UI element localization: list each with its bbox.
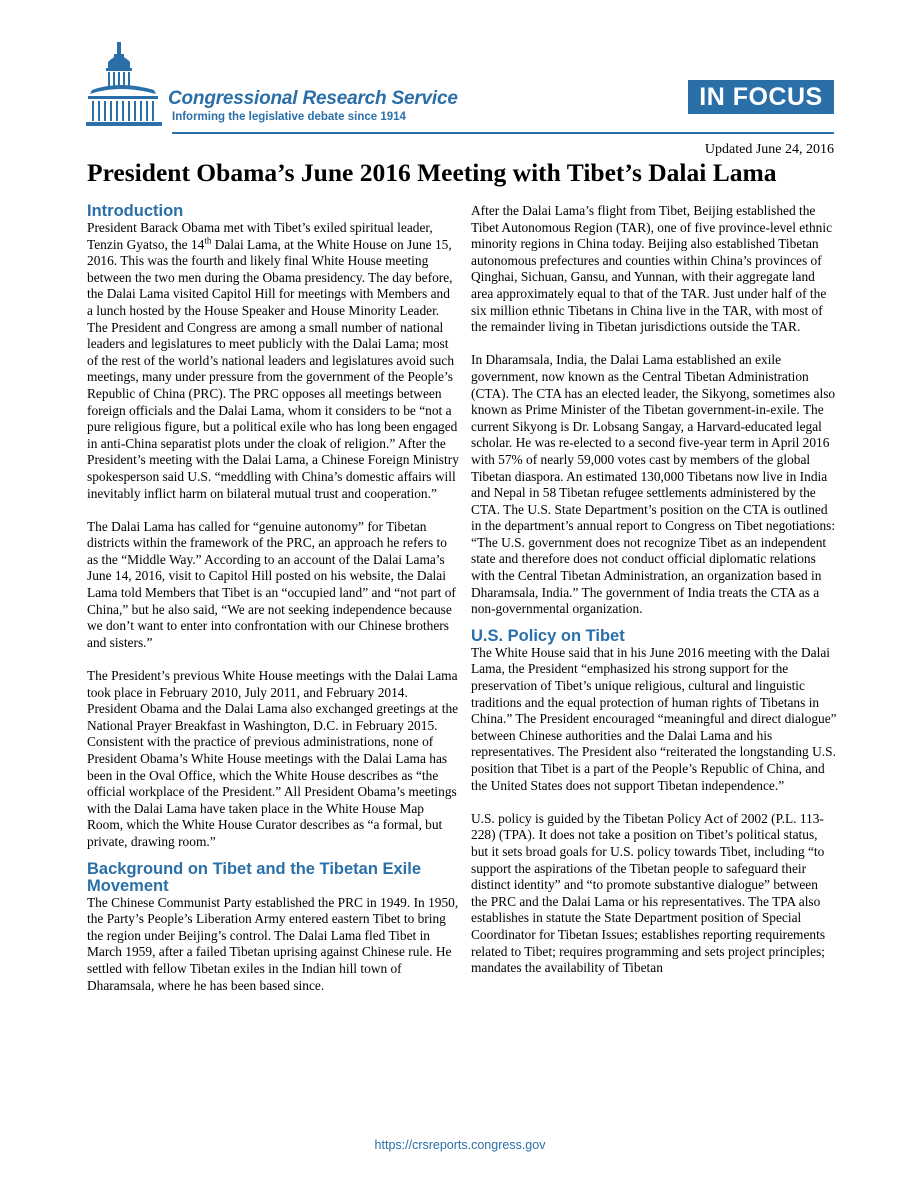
org-name: Congressional Research Service [168, 88, 458, 109]
policy-paragraph-2: U.S. policy is guided by the Tibetan Policy Act of 2002 (P.L. 113-228) (TPA). It does not take a position on Tibet’s political status, but it sets broad goals for U.S. policy towards Tibet, including “to support the aspirations of the Tibetan people to safeguard their distinct identity” and “to promote substantive dialogue” between the PRC and the Dalai Lama or his representatives. The TPA also establishes in statute the State Department position of Special Coordinator for Tibetan Issues; establishes reporting requirements related to Tibet; requires programming and sets project principles; mandates the availability of Tibetan [471, 810, 826, 976]
intro-text-a: President Barack Obama met with Tibet’s exiled spiritual leader, Tenzin Gyatso, the 14 [87, 220, 433, 252]
left-column [87, 203, 459, 994]
intro-paragraph-1 [87, 220, 459, 502]
ordinal-suffix: th [204, 235, 212, 246]
updated-date: Updated June 24, 2016 [704, 142, 834, 157]
header-divider [172, 132, 834, 134]
footer-url[interactable]: https://crsreports.congress.gov [374, 1138, 546, 1152]
background-paragraph-1: The Chinese Communist Party established the PRC in 1949. In 1950, the Party’s People’s Liberation Army entered eastern Tibet to bring the region under Beijing’s control. The Dalai Lama fled Tibet in March 1959, after a failed Tibetan uprising against Chinese rule. He settled with fellow Tibetan exiles in the Indian hill town of Dharamsala, where he has been based since. [87, 894, 459, 993]
section-heading-introduction: Introduction [87, 202, 184, 220]
in-focus-badge: IN FOCUS [688, 80, 834, 114]
section-heading-us-policy: U.S. Policy on Tibet [471, 626, 625, 645]
intro-text-b: Dalai Lama, at the White House on June 15, 2016. This was the fourth and likely final White House meeting between the two men during the Obama presidency. The day before, the Dalai Lama visited Capitol Hill for meetings with Members and a lunch hosted by the House Speaker and House Minority Leader. The President and Congress are among a small number of national leaders and legislatures to meet publicly with the Dalai Lama; most of the rest of the world’s national leaders and legislatures avoid such meetings, many under pressure from the government of the People’s Republic of China (PRC). The PRC opposes all meetings between foreign officials and the Dalai Lama, whom it considers to be “not a pure religious figure, but a political exile who has long been engaged in anti-China separatist plots under the cloak of religion.” After the President’s meeting with the Dalai Lama, a Chinese Foreign Ministry spokesperson said U.S. “meddling with China’s domestic affairs will inevitably inflict harm on bilateral mutual trust and cooperation.” [87, 236, 459, 501]
right-column [471, 203, 837, 977]
page-title: President Obama’s June 2016 Meeting with Tibet’s Dalai Lama [87, 158, 777, 187]
section-heading-background: Background on Tibet and the Tibetan Exile Movement [87, 859, 422, 895]
background-paragraph-2: After the Dalai Lama’s flight from Tibet, Beijing established the Tibet Autonomous Region (TAR), one of five province-level ethnic minority regions in China today. Beijing also established Tibetan autonomous prefectures and counties within China’s provinces of Qinghai, Sichuan, Gansu, and Yunnan, with their aggregate land area approximately equal to that of the TAR. Just under half of the six million ethnic Tibetans in China live in the TAR, with most of the remainder living in Tibetan jurisdictions outside the TAR. [471, 203, 833, 335]
capitol-dome-icon [84, 40, 164, 132]
background-paragraph-3: In Dharamsala, India, the Dalai Lama established an exile government, now known as the Central Tibetan Administration (CTA). The CTA has an elected leader, the Sikyong, sometimes also known as Prime Minister of the Tibetan government-in-exile. The current Sikyong is Dr. Lobsang Sangay, a Harvard-educated legal scholar. He was re-elected to a second five-year term in April 2016 with 57% of nearly 59,000 votes cast by members of the global Tibetan diaspora. An estimated 130,000 Tibetans now live in India and Nepal in 58 Tibetan refugee settlements administered by the CTA. The U.S. State Department’s position on the CTA is outlined in the department’s annual report to Congress on Tibet negotiations: “The U.S. government does not recognize Tibet as an independent state and therefore does not conduct official diplomatic relations with the Central Tibetan Administration, an organization based in Dharamsala, India.” The government of India treats the CTA as a non-governmental organization. [471, 352, 836, 617]
intro-paragraph-3: The President’s previous White House meetings with the Dalai Lama took place in February 2010, July 2011, and February 2014. President Obama and the Dalai Lama also exchanged greetings at the National Prayer Breakfast in Washington, D.C. in February 2015. Consistent with the practice of previous administrations, none of President Obama’s White House meetings with the Dalai Lama has been in the Oval Office, which the White House describes as “the official workplace of the President.” All President Obama’s meetings with the Dalai Lama have taken place in the White House Map Room, which the White House Curator describes as “a formal, but private, drawing room.” [87, 668, 459, 849]
org-tagline: Informing the legislative debate since 1914 [172, 111, 406, 123]
policy-paragraph-1: The White House said that in his June 2016 meeting with the Dalai Lama, the President “emphasized his strong support for the preservation of Tibet’s unique religious, cultural and linguistic traditions and the equal protection of human rights of Tibetans in China.” The President encouraged “meaningful and direct dialogue” between Chinese authorities and the Dalai Lama and his representatives. The President also “reiterated the longstanding U.S. position that Tibet is a part of the People’s Republic of China, and the United States does not support Tibetan independence.” [471, 644, 837, 793]
intro-paragraph-2: The Dalai Lama has called for “genuine autonomy” for Tibetan districts within the framework of the PRC, an approach he refers to as the “Middle Way.” According to an account of the Dalai Lama’s June 14, 2016, visit to Capitol Hill posted on his website, the Dalai Lama told Members that Tibet is an “occupied land” and “not part of China,” but he also said, “We are not seeking independence because we don’t want to enter into confrontation with our Chinese brothers and sisters.” [87, 518, 456, 650]
page-header [0, 0, 920, 140]
